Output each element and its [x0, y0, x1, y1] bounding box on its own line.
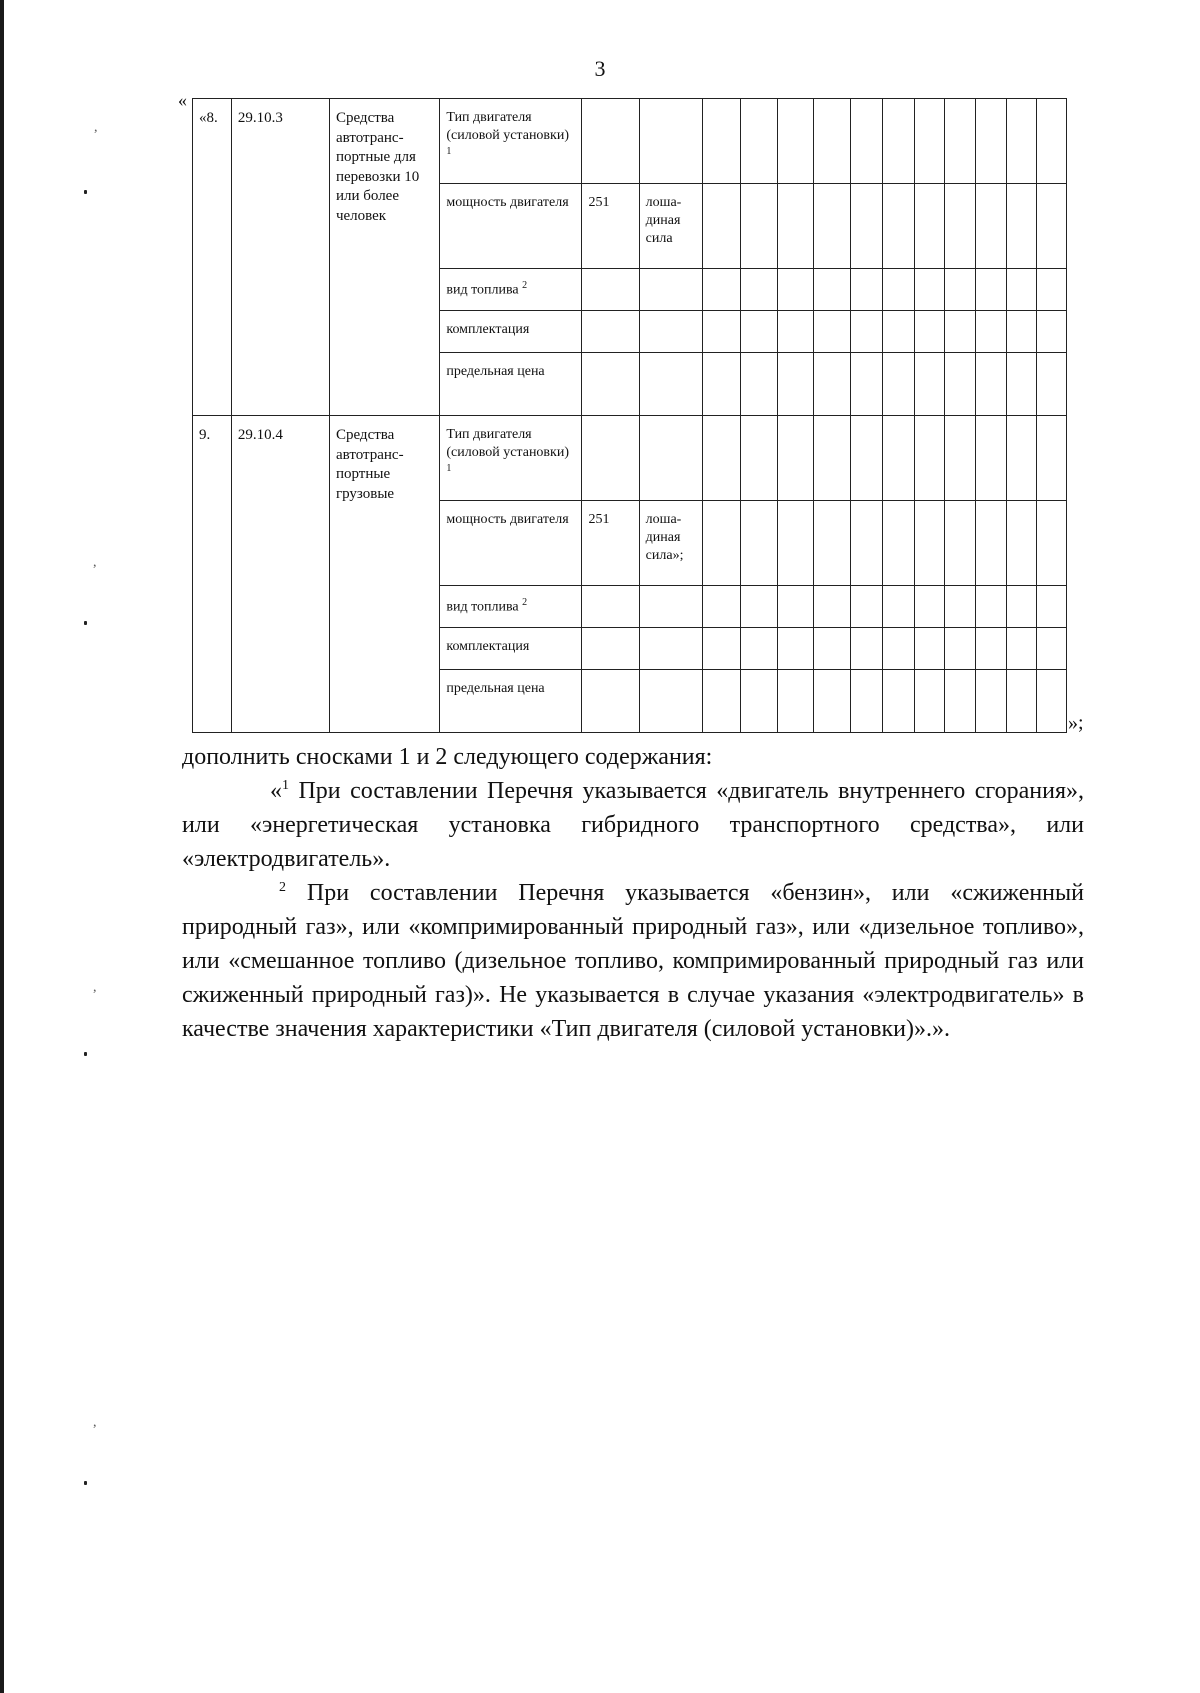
footnote-2-number: 2: [279, 880, 286, 895]
feature-name: комплектация: [446, 322, 530, 337]
okei-code: [582, 353, 639, 416]
unit-name: [639, 628, 702, 670]
value-cell: [975, 416, 1006, 501]
value-cell: [740, 269, 777, 311]
scan-dot: [84, 1481, 87, 1485]
feature-name: мощность двигателя: [446, 512, 569, 527]
table-row: [193, 99, 1067, 184]
value-cell: [1006, 501, 1037, 586]
value-cell: [1037, 628, 1067, 670]
value-cell: [1006, 586, 1037, 628]
value-cell: [914, 184, 945, 269]
table-close-quote: »;: [1068, 712, 1084, 734]
feature-name: комплектация: [446, 639, 530, 654]
value-cell: [851, 184, 883, 269]
table-open-quote: «: [178, 90, 187, 110]
value-cell: [1006, 353, 1037, 416]
value-cell: [882, 269, 914, 311]
value-cell: [882, 416, 914, 501]
product-name: Средства автотранс-портные для перевозки 10 или более человек: [329, 99, 439, 416]
value-cell: [1006, 416, 1037, 501]
value-cell: [740, 670, 777, 733]
feature-name: вид топлива: [446, 599, 519, 615]
value-cell: [814, 501, 851, 586]
footnote-1-number: 1: [282, 778, 289, 793]
value-cell: [851, 501, 883, 586]
value-cell: [914, 353, 945, 416]
value-cell: [703, 670, 741, 733]
feature-name: мощность двигателя: [446, 195, 569, 210]
value-cell: [882, 501, 914, 586]
feature-name: Тип двигателя (силовой установки): [446, 110, 569, 144]
value-cell: [777, 269, 814, 311]
value-cell: [882, 670, 914, 733]
feature-name: предельная цена: [446, 364, 545, 379]
unit-name: [639, 586, 702, 628]
row-number: 9.: [193, 416, 232, 733]
scan-dot: [84, 1052, 87, 1056]
footnote-ref: 2: [522, 280, 528, 291]
feature-cell: [440, 99, 582, 184]
value-cell: [740, 628, 777, 670]
value-cell: [777, 501, 814, 586]
value-cell: [945, 416, 976, 501]
value-cell: [814, 670, 851, 733]
value-cell: [914, 501, 945, 586]
okei-code: [582, 670, 639, 733]
value-cell: [1037, 353, 1067, 416]
unit-name: лоша-диная сила: [639, 184, 702, 269]
value-cell: [945, 628, 976, 670]
feature-cell: [440, 269, 582, 311]
value-cell: [740, 311, 777, 353]
value-cell: [814, 269, 851, 311]
value-cell: [851, 586, 883, 628]
value-cell: [740, 99, 777, 184]
value-cell: [703, 501, 741, 586]
okei-code: [582, 99, 639, 184]
value-cell: [777, 670, 814, 733]
value-cell: [945, 269, 976, 311]
value-cell: [882, 353, 914, 416]
scan-mark: ,: [93, 980, 97, 995]
value-cell: [882, 586, 914, 628]
value-cell: [740, 586, 777, 628]
footnote-1-text: При составлении Перечня указывается «двигатель внутреннего сгорания», или «энергетическая установка гибридного транспортного средства», или «электродвигатель».: [182, 778, 1084, 872]
value-cell: [703, 99, 741, 184]
scan-left-edge: [0, 0, 4, 1693]
value-cell: [945, 311, 976, 353]
value-cell: [851, 269, 883, 311]
value-cell: [914, 311, 945, 353]
value-cell: [1037, 586, 1067, 628]
scan-mark: ,: [94, 120, 98, 135]
okei-code: 251: [582, 184, 639, 269]
value-cell: [1037, 269, 1067, 311]
value-cell: [814, 353, 851, 416]
footnote-1-open-quote: «: [270, 778, 282, 804]
value-cell: [851, 99, 883, 184]
value-cell: [851, 670, 883, 733]
value-cell: [777, 99, 814, 184]
feature-cell: [440, 311, 582, 353]
value-cell: [1006, 670, 1037, 733]
value-cell: [945, 670, 976, 733]
footnote-1: [182, 774, 1084, 876]
value-cell: [882, 311, 914, 353]
value-cell: [703, 628, 741, 670]
unit-name: [639, 353, 702, 416]
value-cell: [1006, 628, 1037, 670]
footnote-2-text: При составлении Перечня указывается «бензин», или «сжиженный природный газ», или «компримированный природный газ», или «дизельное топливо», или «смешанное топливо (дизельное топливо, компримированный природный газ или сжиженный природный газ)». Не указывается в случае указания «электродвигатель» в качестве значения характеристики «Тип двигателя (силовой установки)».».: [182, 880, 1084, 1042]
value-cell: [1006, 184, 1037, 269]
feature-cell: [440, 416, 582, 501]
feature-cell: [440, 670, 582, 733]
okpd-code: 29.10.3: [231, 99, 329, 416]
table-row: [193, 416, 1067, 501]
value-cell: [777, 184, 814, 269]
value-cell: [975, 586, 1006, 628]
feature-name: Тип двигателя (силовой установки): [446, 427, 569, 461]
unit-name: [639, 416, 702, 501]
value-cell: [703, 586, 741, 628]
value-cell: [703, 269, 741, 311]
unit-name: лоша-диная сила»;: [639, 501, 702, 586]
value-cell: [882, 184, 914, 269]
value-cell: [945, 586, 976, 628]
feature-cell: [440, 586, 582, 628]
feature-name: предельная цена: [446, 681, 545, 696]
intro-line: дополнить сносками 1 и 2 следующего содержания:: [182, 744, 713, 770]
scan-dot: [84, 190, 87, 194]
value-cell: [777, 416, 814, 501]
value-cell: [703, 416, 741, 501]
value-cell: [975, 501, 1006, 586]
value-cell: [851, 311, 883, 353]
feature-cell: [440, 501, 582, 586]
value-cell: [975, 269, 1006, 311]
value-cell: [814, 99, 851, 184]
value-cell: [703, 311, 741, 353]
okei-code: [582, 628, 639, 670]
scan-dot: [84, 621, 87, 625]
value-cell: [945, 99, 976, 184]
value-cell: [1037, 184, 1067, 269]
okei-code: [582, 269, 639, 311]
value-cell: [945, 353, 976, 416]
value-cell: [1006, 311, 1037, 353]
okei-code: [582, 416, 639, 501]
feature-name: вид топлива: [446, 282, 519, 298]
row-number: «8.: [193, 99, 232, 416]
value-cell: [777, 586, 814, 628]
value-cell: [777, 628, 814, 670]
page-number: 3: [594, 56, 606, 81]
value-cell: [914, 416, 945, 501]
feature-cell: [440, 184, 582, 269]
value-cell: [1037, 99, 1067, 184]
value-cell: [975, 670, 1006, 733]
value-cell: [1037, 311, 1067, 353]
okei-code: [582, 586, 639, 628]
unit-name: [639, 670, 702, 733]
unit-name: [639, 311, 702, 353]
value-cell: [740, 416, 777, 501]
value-cell: [945, 184, 976, 269]
value-cell: [814, 311, 851, 353]
value-cell: [914, 670, 945, 733]
value-cell: [945, 501, 976, 586]
footnote-2: [182, 876, 1084, 1046]
value-cell: [975, 628, 1006, 670]
footnote-ref: 1: [446, 146, 452, 158]
value-cell: [914, 628, 945, 670]
value-cell: [814, 628, 851, 670]
value-cell: [914, 269, 945, 311]
value-cell: [914, 99, 945, 184]
feature-cell: [440, 628, 582, 670]
value-cell: [1006, 269, 1037, 311]
value-cell: [1006, 99, 1037, 184]
feature-cell: [440, 353, 582, 416]
value-cell: [851, 353, 883, 416]
unit-name: [639, 99, 702, 184]
value-cell: [777, 353, 814, 416]
value-cell: [975, 99, 1006, 184]
value-cell: [882, 628, 914, 670]
value-cell: [814, 416, 851, 501]
value-cell: [1037, 670, 1067, 733]
okei-code: 251: [582, 501, 639, 586]
value-cell: [1037, 416, 1067, 501]
value-cell: [914, 586, 945, 628]
value-cell: [703, 184, 741, 269]
value-cell: [975, 184, 1006, 269]
value-cell: [975, 353, 1006, 416]
okei-code: [582, 311, 639, 353]
product-name: Средства автотранс-портные грузовые: [329, 416, 439, 733]
amendment-text: [182, 740, 1084, 1046]
value-cell: [740, 501, 777, 586]
value-cell: [814, 586, 851, 628]
value-cell: [703, 353, 741, 416]
vehicle-characteristics-table: [192, 98, 1067, 733]
footnote-ref: 2: [522, 597, 528, 608]
value-cell: [740, 353, 777, 416]
value-cell: [882, 99, 914, 184]
value-cell: [851, 416, 883, 501]
value-cell: [1037, 501, 1067, 586]
scan-mark: ,: [93, 1415, 97, 1430]
value-cell: [740, 184, 777, 269]
value-cell: [777, 311, 814, 353]
value-cell: [814, 184, 851, 269]
value-cell: [851, 628, 883, 670]
unit-name: [639, 269, 702, 311]
value-cell: [975, 311, 1006, 353]
okpd-code: 29.10.4: [231, 416, 329, 733]
scan-mark: ,: [93, 555, 97, 570]
footnote-ref: 1: [446, 463, 452, 475]
